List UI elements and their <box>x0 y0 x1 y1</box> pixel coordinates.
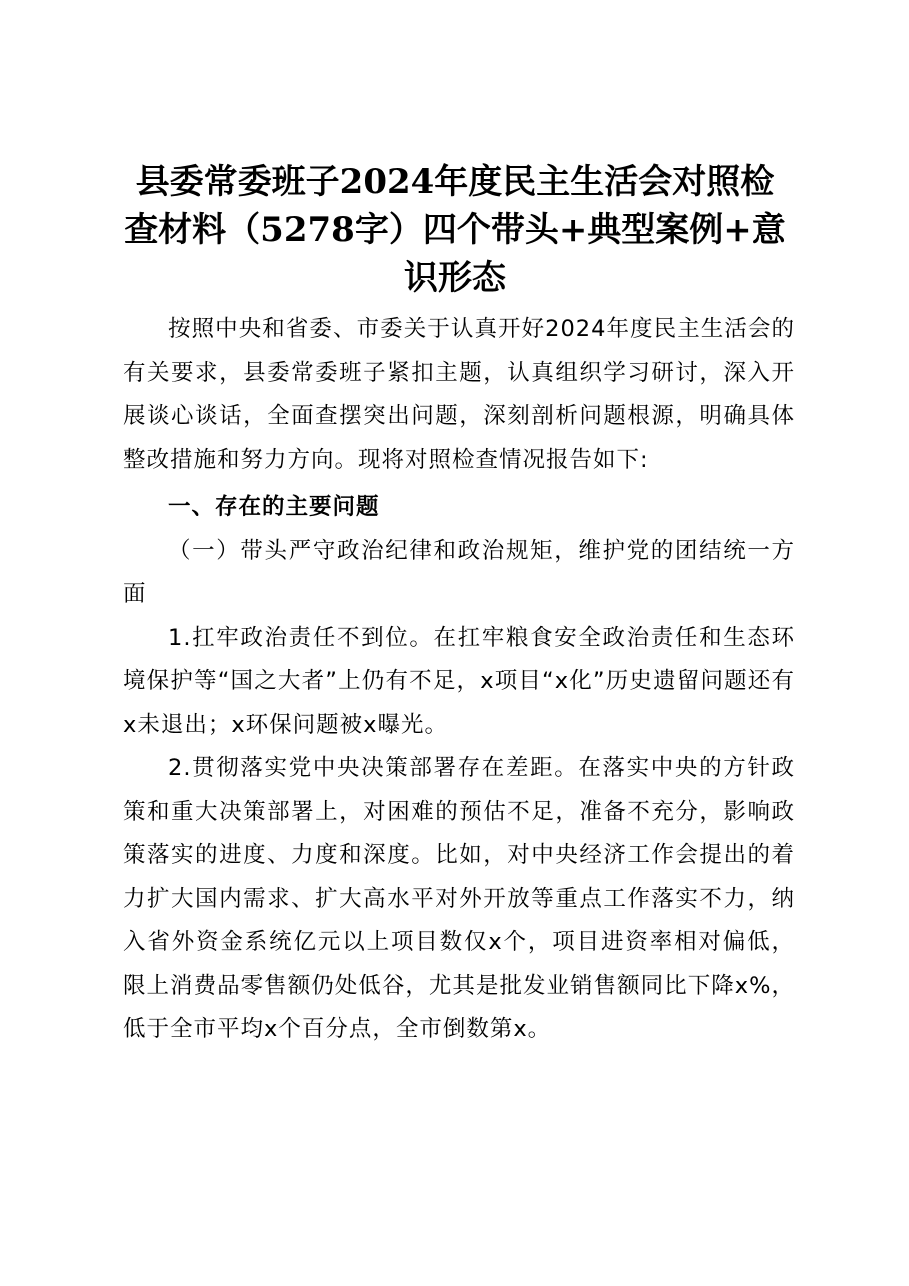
problem-item-1: 1.扛牢政治责任不到位。在扛牢粮食安全政治责任和生态环境保护等“国之大者”上仍有不足，x项目“x化”历史遗留问题还有x未退出；x环保问题被x曝光。 <box>123 624 795 738</box>
document-title: 县委常委班子2024年度民主生活会对照检查材料（5278字）四个带头+典型案例+意识形态 <box>124 162 786 298</box>
subsection-heading-political-discipline: （一）带头严守政治纪律和政治规矩，维护党的团结统一方面 <box>123 537 795 607</box>
intro-paragraph: 按照中央和省委、市委关于认真开好2024年度民主生活会的有关要求，县委常委班子紧扣主题，认真组织学习研讨，深入开展谈心谈话，全面查摆突出问题，深刻剖析问题根源，明确具体整改措施和努力方向。现将对照检查情况报告如下: <box>123 316 795 473</box>
document-body <box>123 308 795 1052</box>
problem-item-2: 2.贯彻落实党中央决策部署存在差距。在落实中央的方针政策和重大决策部署上，对困难的预估不足，准备不充分，影响政策落实的进度、力度和深度。比如，对中央经济工作会提出的着力扩大国内需求、扩大高水平对外开放等重点工作落实不力，纳入省外资金系统亿元以上项目数仅x个，项目进资率相对偏低，限上消费品零售额仍处低谷，尤其是批发业销售额同比下降x%，低于全市平均x个百分点，全市倒数第x。 <box>123 755 795 1042</box>
section-heading-problems: 一、存在的主要问题 <box>168 494 380 520</box>
